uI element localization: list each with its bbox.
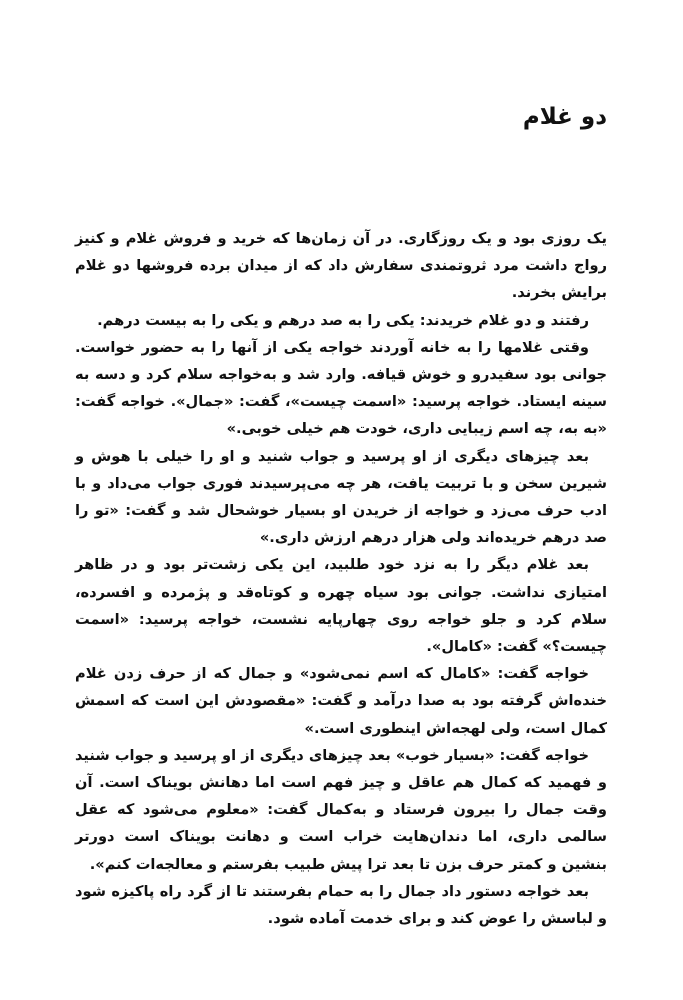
paragraph-1: یک روزی بود و یک روزگاری. در آن زمان‌ها که خرید و فروش غلام و کنیز رواج داشت مرد ثروتمندی سفارش داد که از میدان برده فروشها دو غلام برایش بخرند. [75,230,607,302]
paragraph-4: بعد چیزهای دیگری از او پرسید و جواب شنید و او را خیلی با هوش و شیرین سخن و با تربیت یافت، هر چه می‌پرسیدند فوری جواب می‌داد و با ادب حرف می‌زد و خواجه از خریدن او بسیار خوشحال شد و گفت: «تو را صد درهم خریده‌اند ولی هزار درهم ارزش داری.» [75,447,607,547]
story-body [75,225,607,932]
page-title: دو غلام [522,104,607,130]
paragraph-7: خواجه گفت: «بسیار خوب» بعد چیزهای دیگری از او پرسید و جواب شنید و فهمید که کمال هم عاقل و چیز فهم است اما دهانش بویناک است. آن وقت جمال را بیرون فرستاد و به‌کمال گفت: «معلوم می‌شود که عقل سالمی داری، اما دندان‌هایت خراب است و دهانت بویناک است دورتر بنشین و کمتر حرف بزن تا بعد ترا پیش طبیب بفرستم و معالجه‌ات کنم». [75,746,607,873]
paragraph-3: وقتی غلامها را به خانه آوردند خواجه یکی از آنها را به حضور خواست. جوانی بود سفیدرو و خوش قیافه. وارد شد و به‌خواجه سلام کرد و دسه به سینه ایستاد. خواجه پرسید: «اسمت چیست»، گفت: «جمال». خواجه گفت: «به به، چه اسم زیبایی داری، خودت هم خیلی خوبی.» [75,338,607,438]
paragraph-8: بعد خواجه دستور داد جمال را به حمام بفرستند تا از گرد راه پاکیزه شود و لباسش را عوض کند و برای خدمت آماده شود. [75,882,607,928]
paragraph-5: بعد غلام دیگر را به نزد خود طلبید، این یکی زشت‌تر بود و در ظاهر امتیازی نداشت. جوانی بود سیاه چهره و کوتاه‌قد و پژمرده و افسرده، سلام کرد و جلو خواجه روی چهارپایه نشست، خواجه پرسید: «اسمت چیست؟» گفت: «کامال». [75,556,607,656]
paragraph-2: رفتند و دو غلام خریدند: یکی را به صد درهم و یکی را به بیست درهم. [97,311,589,329]
paragraph-6: خواجه گفت: «کامال که اسم نمی‌شود» و جمال که از حرف زدن غلام خنده‌اش گرفته بود به صدا درآمد و گفت: «مقصودش این است که اسمش کمال است، ولی لهجه‌اش اینطوری است.» [75,665,607,737]
